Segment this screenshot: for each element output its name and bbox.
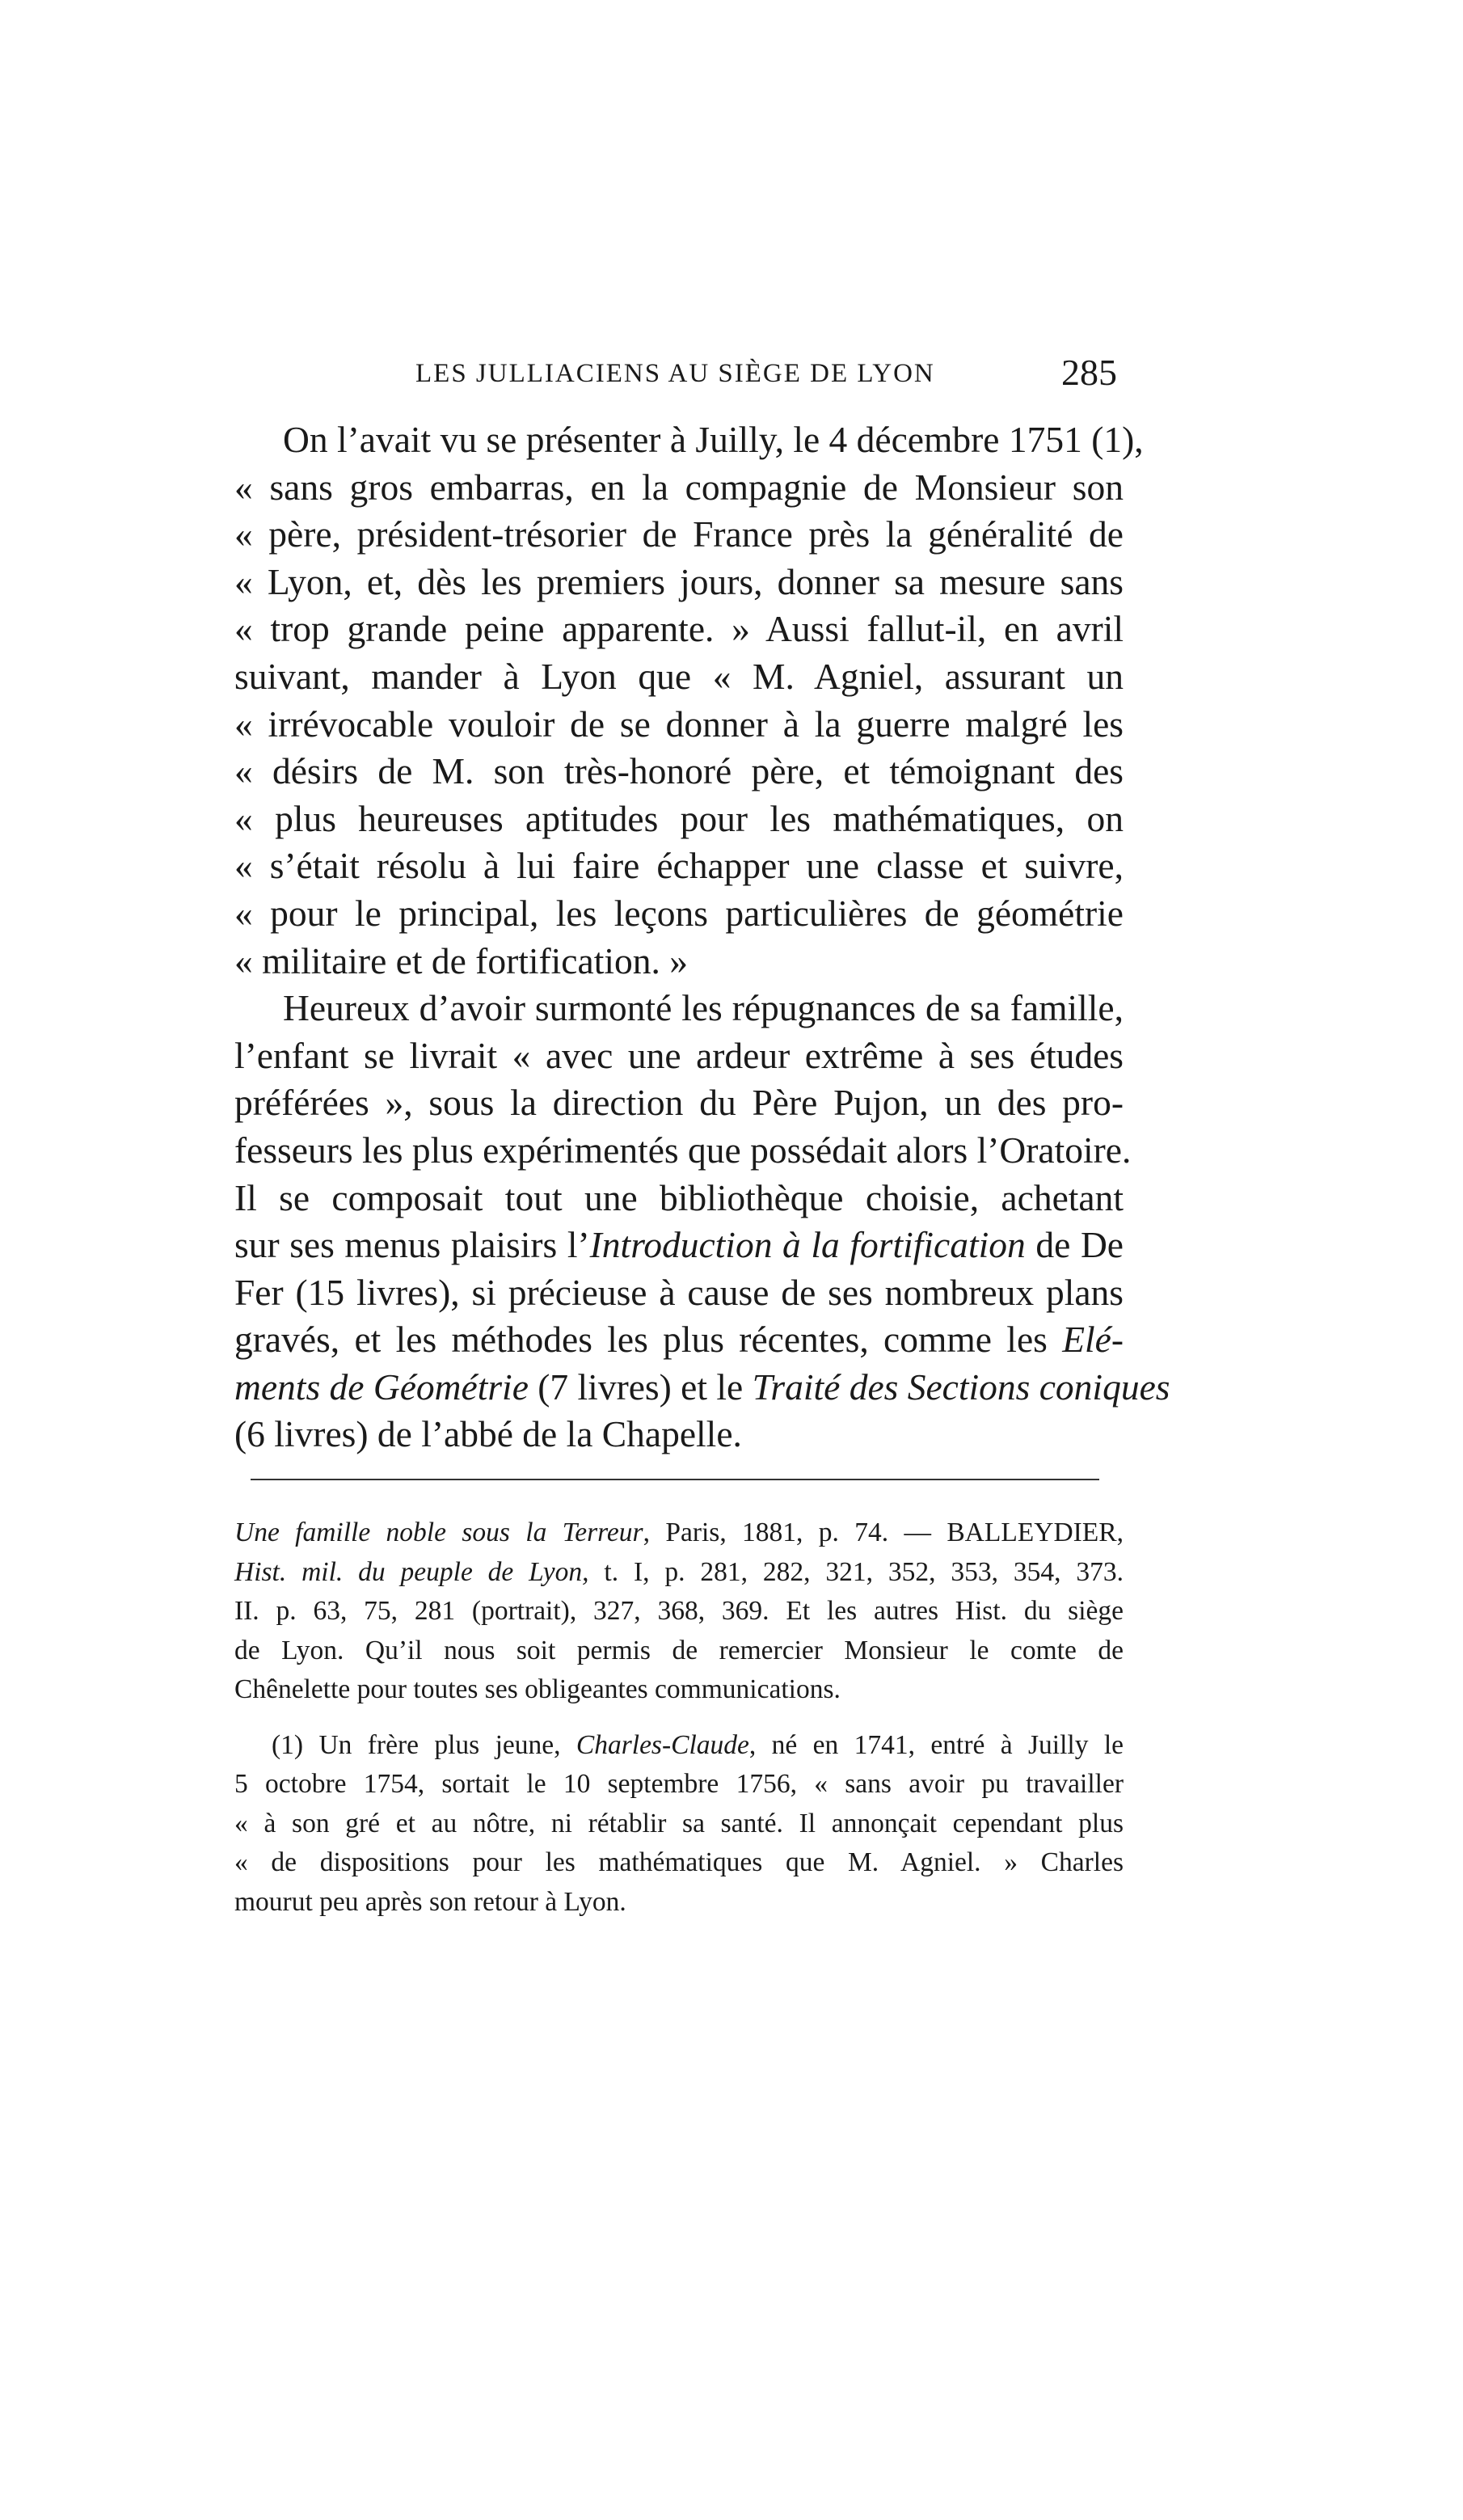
footnote-line: « de dispositions pour les mathématiques que M. Agniel. » Charles bbox=[234, 1847, 1124, 1877]
body-text-run: sur ses menus plaisirs l’ bbox=[234, 1224, 590, 1266]
footnote-line bbox=[234, 1553, 1124, 1593]
footnote-text-run: t. I, p. 281, 282, 321, 352, 353, 354, 373. bbox=[588, 1556, 1124, 1587]
body-line: (6 livres) de l’abbé de la Chapelle. bbox=[234, 1413, 742, 1455]
footnote-text-run: , Paris, 1881, p. 74. — BALLEYDIER, bbox=[643, 1517, 1124, 1547]
body-line: Heureux d’avoir surmonté les répugnances de sa famille, bbox=[283, 987, 1124, 1029]
footnote-line: « à son gré et au nôtre, ni rétablir sa santé. Il annonçait cependant plus bbox=[234, 1808, 1124, 1838]
body-line: « pour le principal, les leçons particulières de géométrie bbox=[234, 892, 1124, 934]
footnote-line bbox=[234, 1726, 1124, 1766]
italic-title: Hist. mil. du peuple de Lyon, bbox=[234, 1556, 589, 1587]
footnote-line: II. p. 63, 75, 281 (portrait), 327, 368, 369. Et les autres Hist. du siège bbox=[234, 1596, 1124, 1626]
italic-title: Traité des Sections coniques bbox=[752, 1366, 1170, 1408]
running-title: LES JULLIACIENS AU SIÈGE DE LYON bbox=[415, 359, 935, 388]
body-line: « sans gros embarras, en la compagnie de Monsieur son bbox=[234, 466, 1124, 508]
body-line: fesseurs les plus expérimentés que possédait alors l’Oratoire. bbox=[234, 1129, 1132, 1171]
body-line bbox=[234, 1316, 1124, 1364]
body-text-run: (7 livres) et le bbox=[528, 1366, 753, 1408]
footnote-line: de Lyon. Qu’il nous soit permis de remercier Monsieur le comte de bbox=[234, 1635, 1124, 1665]
italic-title: Une famille noble sous la Terreur bbox=[234, 1517, 643, 1547]
body-line: « irrévocable vouloir de se donner à la guerre malgré les bbox=[234, 703, 1124, 745]
body-line: On l’avait vu se présenter à Juilly, le 4 décembre 1751 (1), bbox=[283, 419, 1144, 460]
footnote-divider bbox=[251, 1479, 1099, 1480]
body-line: l’enfant se livrait « avec une ardeur extrême à ses études bbox=[234, 1034, 1124, 1076]
body-text bbox=[234, 416, 1170, 1458]
body-text-run: gravés, et les méthodes les plus récentes, comme les bbox=[234, 1319, 1063, 1361]
body-line: « militaire et de fortification. » bbox=[234, 939, 688, 981]
italic-title: Elé- bbox=[1062, 1319, 1124, 1361]
italic-title: Introduction à la fortification bbox=[589, 1224, 1026, 1266]
footnote-line bbox=[234, 1513, 1124, 1553]
body-line: « désirs de M. son très-honoré père, et témoignant des bbox=[234, 750, 1124, 792]
page-number: 285 bbox=[1061, 352, 1117, 393]
body-line: « Lyon, et, dès les premiers jours, donner sa mesure sans bbox=[234, 560, 1124, 602]
italic-title: ments de Géométrie bbox=[234, 1366, 529, 1408]
footnote-line: Chênelette pour toutes ses obligeantes communications. bbox=[234, 1674, 841, 1704]
footnote-line: mourut peu après son retour à Lyon. bbox=[234, 1886, 626, 1917]
footnotes bbox=[234, 1513, 1124, 1922]
footnote-text-run: , né en 1741, entré à Juilly le bbox=[748, 1729, 1124, 1760]
body-line: Il se composait tout une bibliothèque choisie, achetant bbox=[234, 1176, 1124, 1218]
footnote-text-run: (1) Un frère plus jeune, bbox=[272, 1729, 576, 1760]
body-line: Fer (15 livres), si précieuse à cause de ses nombreux plans bbox=[234, 1271, 1124, 1313]
footnote-gap bbox=[234, 1710, 1124, 1726]
body-line: « père, président-trésorier de France près la généralité de bbox=[234, 513, 1124, 555]
body-line: suivant, mander à Lyon que « M. Agniel, assurant un bbox=[234, 655, 1124, 697]
body-text-run: de De bbox=[1025, 1224, 1124, 1266]
body-line bbox=[234, 1364, 1170, 1412]
italic-name: Charles-Claude bbox=[576, 1729, 749, 1760]
body-line: « plus heureuses aptitudes pour les mathématiques, on bbox=[234, 797, 1124, 839]
body-line: préférées », sous la direction du Père Pujon, un des pro- bbox=[234, 1082, 1124, 1124]
body-line: « s’était résolu à lui faire échapper une classe et suivre, bbox=[234, 845, 1124, 887]
footnote-line: 5 octobre 1754, sortait le 10 septembre 1756, « sans avoir pu travailler bbox=[234, 1769, 1124, 1799]
body-line: « trop grande peine apparente. » Aussi fallut-il, en avril bbox=[234, 608, 1124, 650]
running-head bbox=[234, 351, 1132, 399]
body-line bbox=[234, 1222, 1124, 1269]
